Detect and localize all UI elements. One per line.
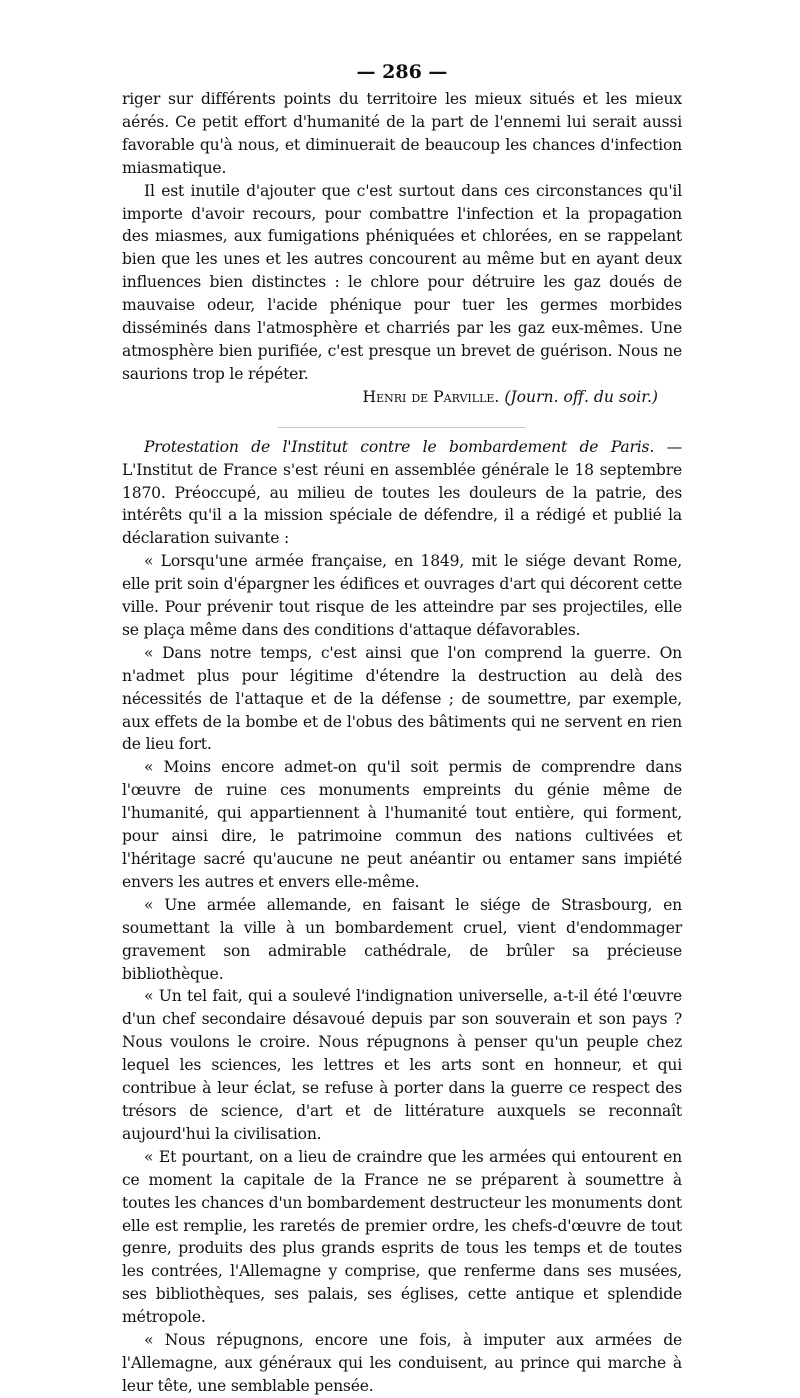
section-intro-paragraph [122, 436, 682, 551]
section-heading: Protestation de l'Institut contre le bombardement de Paris. [144, 437, 655, 456]
quote-paragraph-rome: « Lorsqu'une armée française, en 1849, mit le siége devant Rome, elle prit soin d'épargner les édifices et ouvrages d'art qui décorent cette ville. Pour prévenir tout risque de les atteindre par ses projectiles, elle se plaça même dans des conditions d'attaque défavorables. [122, 552, 682, 639]
quote-paragraph-indignation: « Un tel fait, qui a soulevé l'indignation universelle, a-t-il été l'œuvre d'un chef secondaire désavoué depuis par son souverain et son pays ? Nous voulons le croire. Nous répugnons à penser qu'un peuple chez lequel les sciences, les lettres et les arts sont en honneur, et qui contribue à leur éclat, se refuse à porter dans la guerre ce respect des trésors de science, d'art et de littérature auxquels se reconnaît aujourd'hui la civilisation. [122, 987, 682, 1143]
quote-paragraph-guerre: « Dans notre temps, c'est ainsi que l'on comprend la guerre. On n'admet plus pour légitime d'étendre la destruction au delà des nécessités de l'attaque et de la défense ; de soumettre, par exemple, aux effets de la bombe et de l'obus des bâtiments qui ne servent en rien de lieu fort. [122, 643, 682, 754]
quote-paragraph-monuments: « Moins encore admet-on qu'il soit permis de comprendre dans l'œuvre de ruine ces monuments empreints du génie même de l'humanité, qui appartiennent à l'humanité tout entière, qui forment, pour ainsi dire, le patrimoine commun des nations cultivées et l'héritage sacré qu'aucune ne peut anéantir ou entamer sans impiété envers les autres et envers elle-même. [122, 758, 682, 891]
article-signature [122, 386, 658, 409]
quote-paragraph-allemagne: « Nous répugnons, encore une fois, à imputer aux armées de l'Allemagne, aux généraux qui les conduisent, au prince qui marche à leur tête, une semblable pensée. [122, 1331, 682, 1395]
book-page [122, 58, 682, 1398]
paragraph-continuation: riger sur différents points du territoire les mieux situés et les mieux aérés. Ce petit effort d'humanité de la part de l'ennemi lui serait aussi favorable qu'à nous, et diminuerait de beaucoup les chances d'infection miasmatique. [122, 90, 682, 177]
paragraph-fumigations: Il est inutile d'ajouter que c'est surtout dans ces circonstances qu'il importe d'avoir recours, pour combattre l'infection et la propagation des miasmes, aux fumigations phéniquées et chlorées, en se rappelant bien que les unes et les autres concourent au même but en ayant deux influences bien distinctes : le chlore pour détruire les gaz doués de mauvaise odeur, l'acide phénique pour tuer les germes morbides disséminés dans l'atmosphère et charriés par les gaz eux-mêmes. Une atmosphère bien purifiée, c'est presque un brevet de guérison. Nous ne saurions trop le répéter. [122, 181, 682, 383]
section-divider [278, 427, 526, 428]
signature-source: (Journ. off. du soir.) [504, 387, 658, 406]
page-number: — 286 — [356, 61, 448, 83]
signature-author: Henri de Parville. [362, 387, 500, 406]
section-intro-text: — L'Institut de France s'est réuni en assemblée générale le 18 septembre 1870. Préoccupé, au milieu de toutes les douleurs de la patrie, des intérêts qu'il a la mission spéciale de défendre, il a rédigé et publié la déclaration suivante : [122, 437, 682, 548]
quote-paragraph-strasbourg: « Une armée allemande, en faisant le siége de Strasbourg, en soumettant la ville à un bombardement cruel, vient d'endommager gravement son admirable cathédrale, de brûler sa précieuse bibliothèque. [122, 895, 682, 983]
quote-paragraph-paris: « Et pourtant, on a lieu de craindre que les armées qui entourent en ce moment la capitale de la France ne se préparent à soumettre à toutes les chances d'un bombardement destructeur les monuments dont elle est remplie, les raretés de premier ordre, les chefs-d'œuvre de tout genre, produits des plus grands esprits de tous les temps et de toutes les contrées, l'Allemagne y comprise, que renferme dans ses musées, ses bibliothèques, ses palais, ses églises, cette antique et splendide métropole. [122, 1147, 682, 1327]
